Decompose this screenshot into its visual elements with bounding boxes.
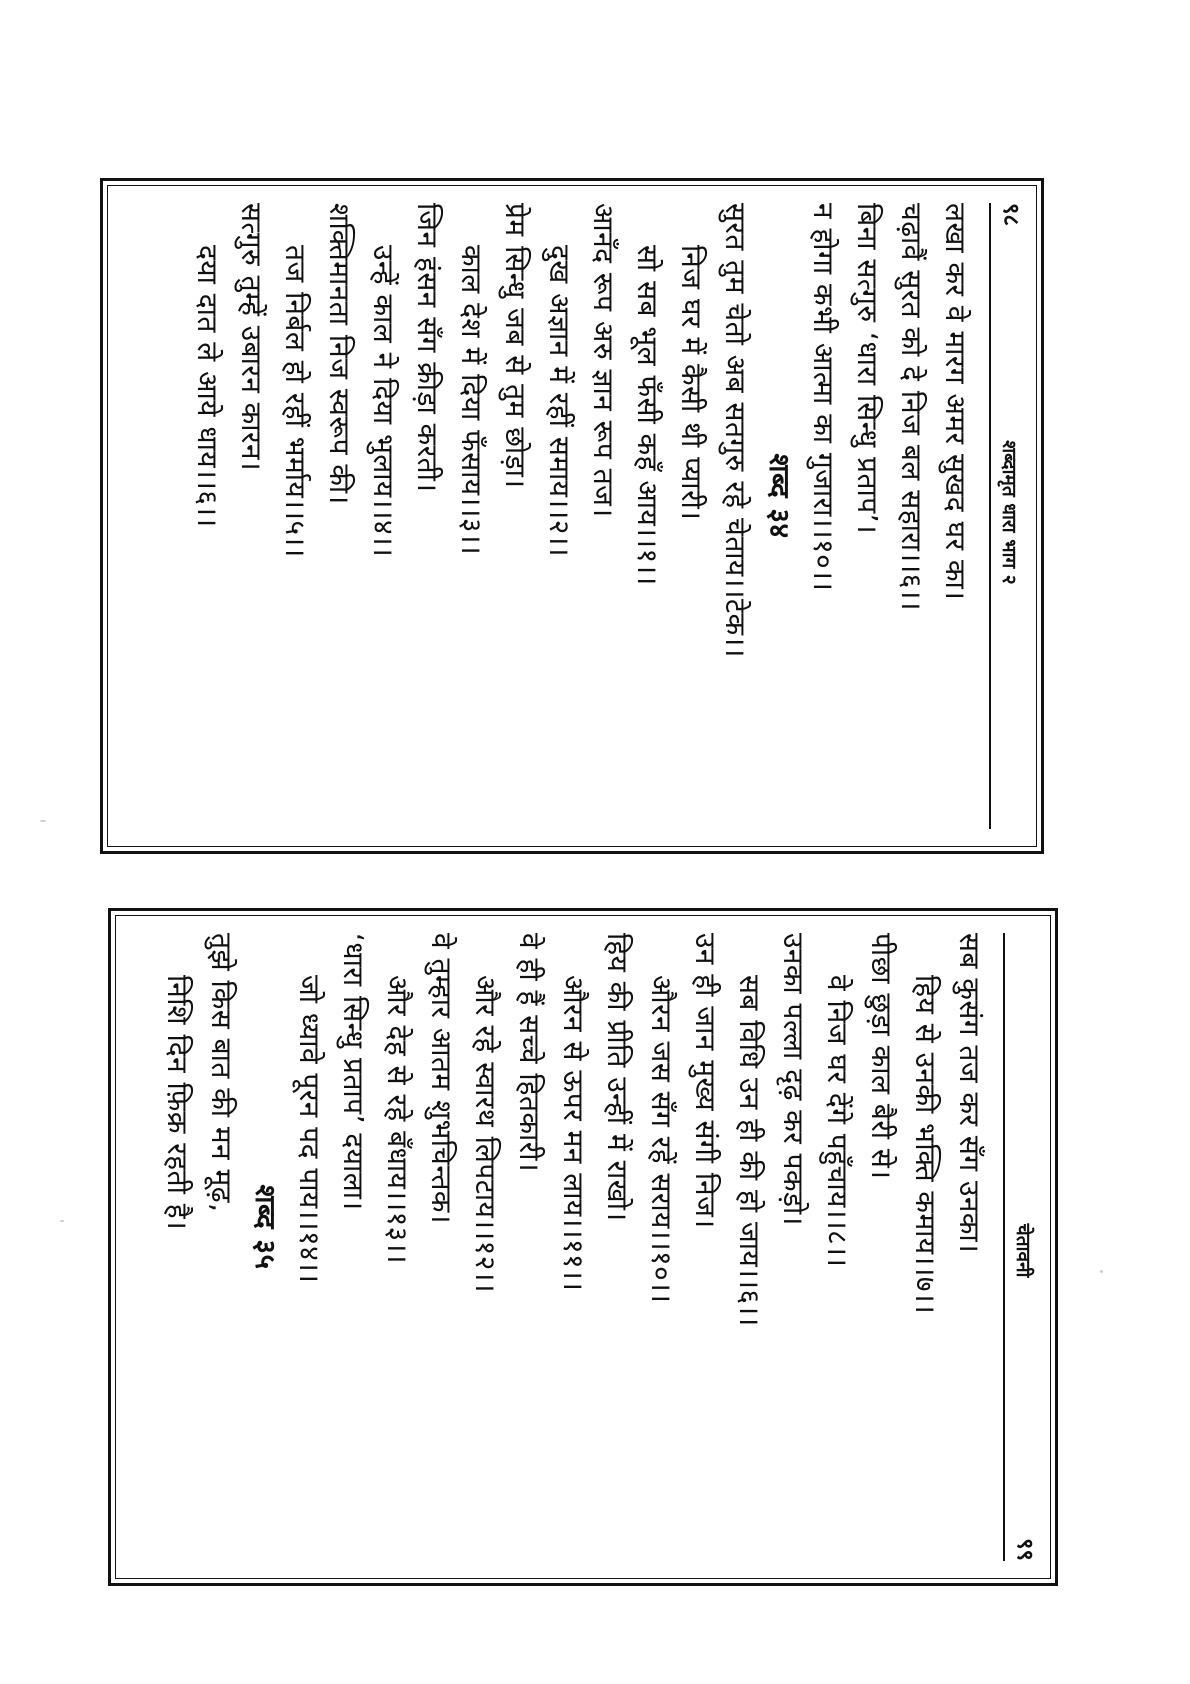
verse-line: तुझे किस बात की मन मूढ़, <box>205 933 238 1213</box>
verse-line: जो ध्यावे पूरन पद पाय।।१४।। <box>293 975 326 1284</box>
verse-line: न होगा कभी आत्मा का गुजारा।।१०।। <box>807 203 840 592</box>
verse-line: और देह से रहे बँधाय।।१३।। <box>381 975 414 1264</box>
verse-line: तज निर्बल हो रहीं भर्माय।।५।। <box>279 245 312 558</box>
verse-line: सब विधि उन ही की हो जाय।।६।। <box>733 975 766 1327</box>
verse-line: शक्तिमानता निज स्वरूप की। <box>323 203 356 505</box>
verse-line: पीछा छुड़ा काल बैरी से। <box>865 933 898 1180</box>
verse-line: हिय की प्रीति उन्हीं में राखो। <box>601 933 634 1222</box>
verse-line: सत्गुरु तुम्हें उबारन कारन। <box>235 203 268 472</box>
verse-line: काल देश में दिया फँसाय।।३।। <box>455 245 488 556</box>
verse-block <box>155 933 991 1561</box>
verse-line: वे निज घर देंगे पहुँचाय।।८।। <box>821 975 854 1268</box>
page-number: ९८ <box>998 203 1023 226</box>
page-number: ९९ <box>1012 1538 1037 1561</box>
verse-line: निज घर में कैसी थी प्यारी। <box>675 245 708 521</box>
book-page-left <box>100 178 1044 854</box>
verse-line: सब कुसंग तज कर सँग उनका। <box>953 933 986 1254</box>
page-header <box>1003 933 1041 1561</box>
verse-line: औरन से ऊपर मन लाय।।११।। <box>557 975 590 1292</box>
section-heading: शब्द ३५ <box>249 1184 282 1270</box>
verse-line: निशि दिन फ़िक्र रहती है। <box>161 975 194 1231</box>
verse-line: बिना सत्गुरु ‘धारा सिन्धु प्रताप’। <box>851 203 884 535</box>
verse-line: प्रेम सिन्धु जब से तुम छोड़ा। <box>499 203 532 489</box>
verse-line: वे तुम्हार आतम शुभचिन्तक। <box>425 933 458 1225</box>
verse-line: और रहे स्वारथ लिपटाय।।१२।। <box>469 975 502 1293</box>
scan-speck <box>60 1220 64 1222</box>
verse-line: उन ही जान मुख्य संगी निज। <box>689 933 722 1229</box>
book-page-right <box>108 908 1058 1586</box>
verse-line: चढ़ावैं सुरत को दे निज बल सहारा।।६।। <box>895 203 928 612</box>
verse-block <box>185 203 977 829</box>
verse-line: आनँद रूप अरु ज्ञान रूप तज। <box>587 203 620 518</box>
verse-line: हिय से उनकी भक्ति कमाय।।७।। <box>909 975 942 1315</box>
verse-line: उन्हें काल ने दिया भुलाय।।४।। <box>367 245 400 558</box>
verse-line: लखा कर वे मारग अमर सुखद घर का। <box>939 203 972 601</box>
verse-line: वे ही हैं सच्चे हितकारी। <box>513 933 546 1173</box>
scan-speck <box>40 820 46 822</box>
verse-line: सुरत तुम चेतो अब सतगुरु रहे चेताय।।टेक।। <box>719 203 752 658</box>
verse-line: उनका पल्ला दृढ़ कर पकड़ो। <box>777 933 810 1226</box>
verse-line: जिन हंसन सँग क्रीड़ा करती। <box>411 203 444 493</box>
verse-line: दया दात ले आये धाय।।६।। <box>191 245 224 528</box>
page-header <box>989 203 1027 829</box>
verse-line: दुख अज्ञान में रहीं समाय।।२।। <box>543 245 576 557</box>
running-title: शब्दामृत धारा भाग २ <box>998 440 1020 585</box>
running-title: चेतावनी <box>1012 1223 1034 1278</box>
verse-line: औरन जस सँग रहें सराय।।१०।। <box>645 975 678 1304</box>
page-content <box>111 911 1055 1583</box>
scan-speck <box>1100 1270 1103 1273</box>
verse-line: सो सब भूल फँसी कहँ आय।।१।। <box>631 245 664 586</box>
verse-line: ‘धारा सिन्धु प्रताप’ दयाला। <box>337 933 370 1211</box>
page-content <box>103 181 1041 851</box>
section-heading: शब्द ३४ <box>763 453 796 539</box>
